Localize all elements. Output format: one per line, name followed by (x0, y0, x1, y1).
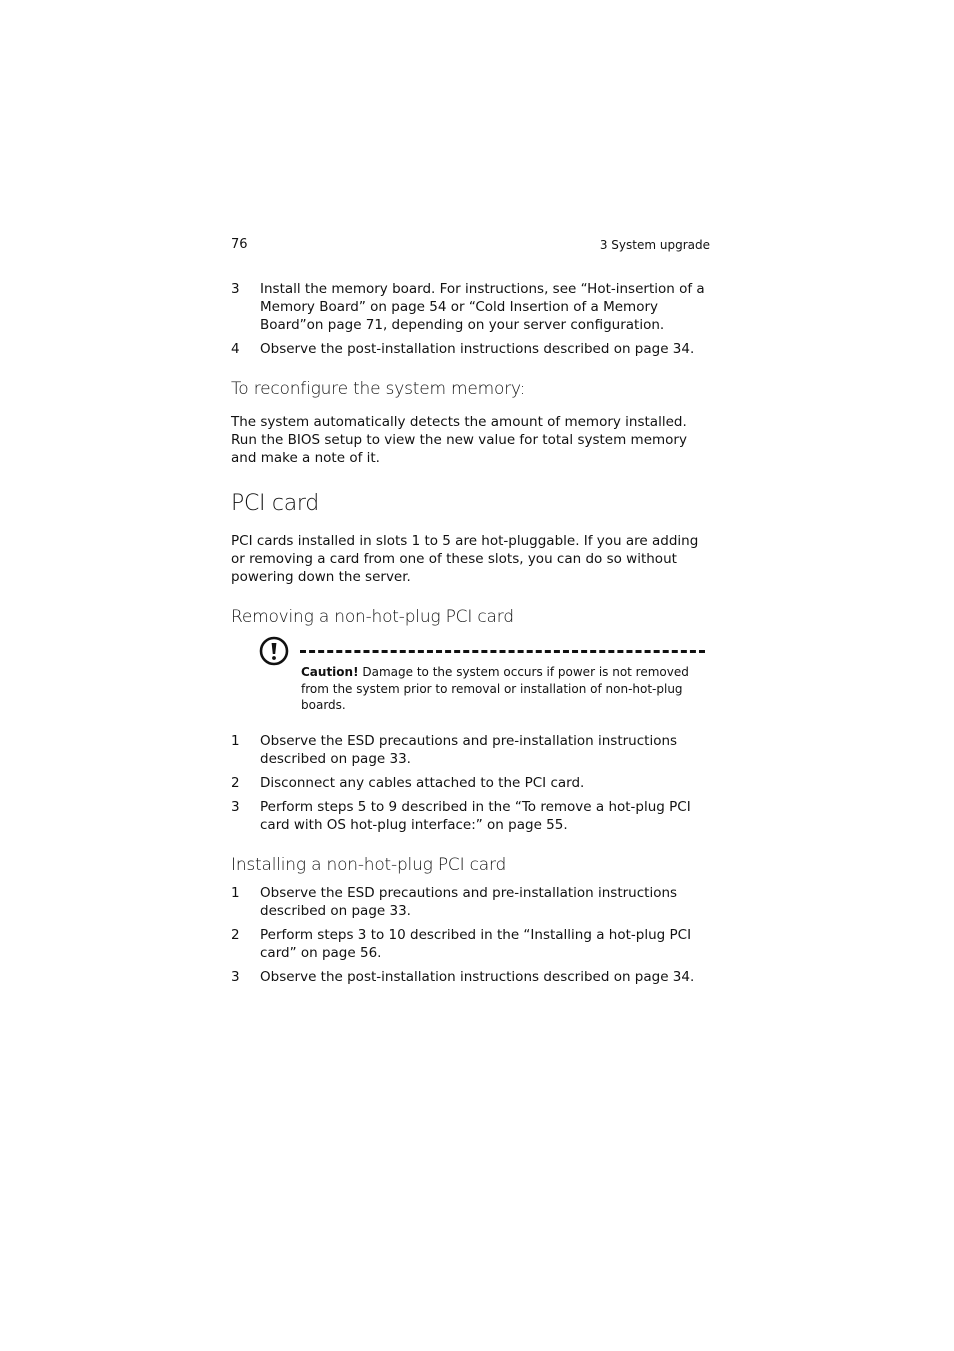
list-item-text: Observe the post-installation instructions described on page 34. (260, 969, 695, 985)
list-item (231, 926, 711, 962)
list-item-text: Perform steps 5 to 9 described in the “To remove a hot-plug PCI card with OS hot-plug interface:” on page 55. (260, 799, 691, 833)
pci-card-paragraph: PCI cards installed in slots 1 to 5 are hot-pluggable. If you are adding or removing a card from one of these slots, you can do so without powering down the server. (231, 533, 699, 585)
list-item (231, 884, 711, 920)
list-item-text: Perform steps 3 to 10 described in the “Installing a hot-plug PCI card” on page 56. (260, 927, 692, 961)
list-item (231, 774, 711, 792)
page-number: 76 (231, 237, 248, 252)
installing-heading: Installing a non-hot-plug PCI card (231, 855, 507, 875)
list-item (231, 798, 711, 834)
caution-icon (259, 636, 289, 666)
list-item (231, 732, 711, 768)
list-item-number: 3 (231, 281, 240, 297)
caution-note (301, 664, 711, 714)
section-title: PCI card (231, 491, 319, 516)
list-item (231, 280, 711, 334)
list-item-text: Observe the ESD precautions and pre-installation instructions described on page 33. (260, 885, 678, 919)
caution-divider (300, 650, 705, 653)
list-item-text: Disconnect any cables attached to the PCI card. (260, 775, 585, 791)
list-item-number: 3 (231, 799, 240, 815)
reconfigure-heading: To reconfigure the system memory: (231, 379, 526, 399)
list-item (231, 968, 711, 986)
list-item-text: Observe the post-installation instructions described on page 34. (260, 341, 695, 357)
running-header: 3 System upgrade (599, 238, 710, 252)
list-item (231, 340, 711, 358)
removing-heading: Removing a non-hot-plug PCI card (231, 607, 514, 627)
list-item-number: 3 (231, 969, 240, 985)
caution-text: Damage to the system occurs if power is not removed from the system prior to removal or installation of non-hot-plug boards. (301, 665, 689, 712)
list-item-number: 2 (231, 775, 240, 791)
list-item-number: 1 (231, 885, 240, 901)
list-item-number: 4 (231, 341, 240, 357)
list-item-number: 1 (231, 733, 240, 749)
list-item-text: Observe the ESD precautions and pre-installation instructions described on page 33. (260, 733, 678, 767)
caution-label: Caution! (301, 665, 359, 679)
list-item-text: Install the memory board. For instructions, see “Hot-insertion of a Memory Board” on page 54 or “Cold Insertion of a Memory Board”on page 71, depending on your server configuration. (260, 281, 705, 333)
list-item-number: 2 (231, 927, 240, 943)
reconfigure-paragraph: The system automatically detects the amount of memory installed. Run the BIOS setup to view the new value for total system memory and make a note of it. (231, 414, 687, 466)
